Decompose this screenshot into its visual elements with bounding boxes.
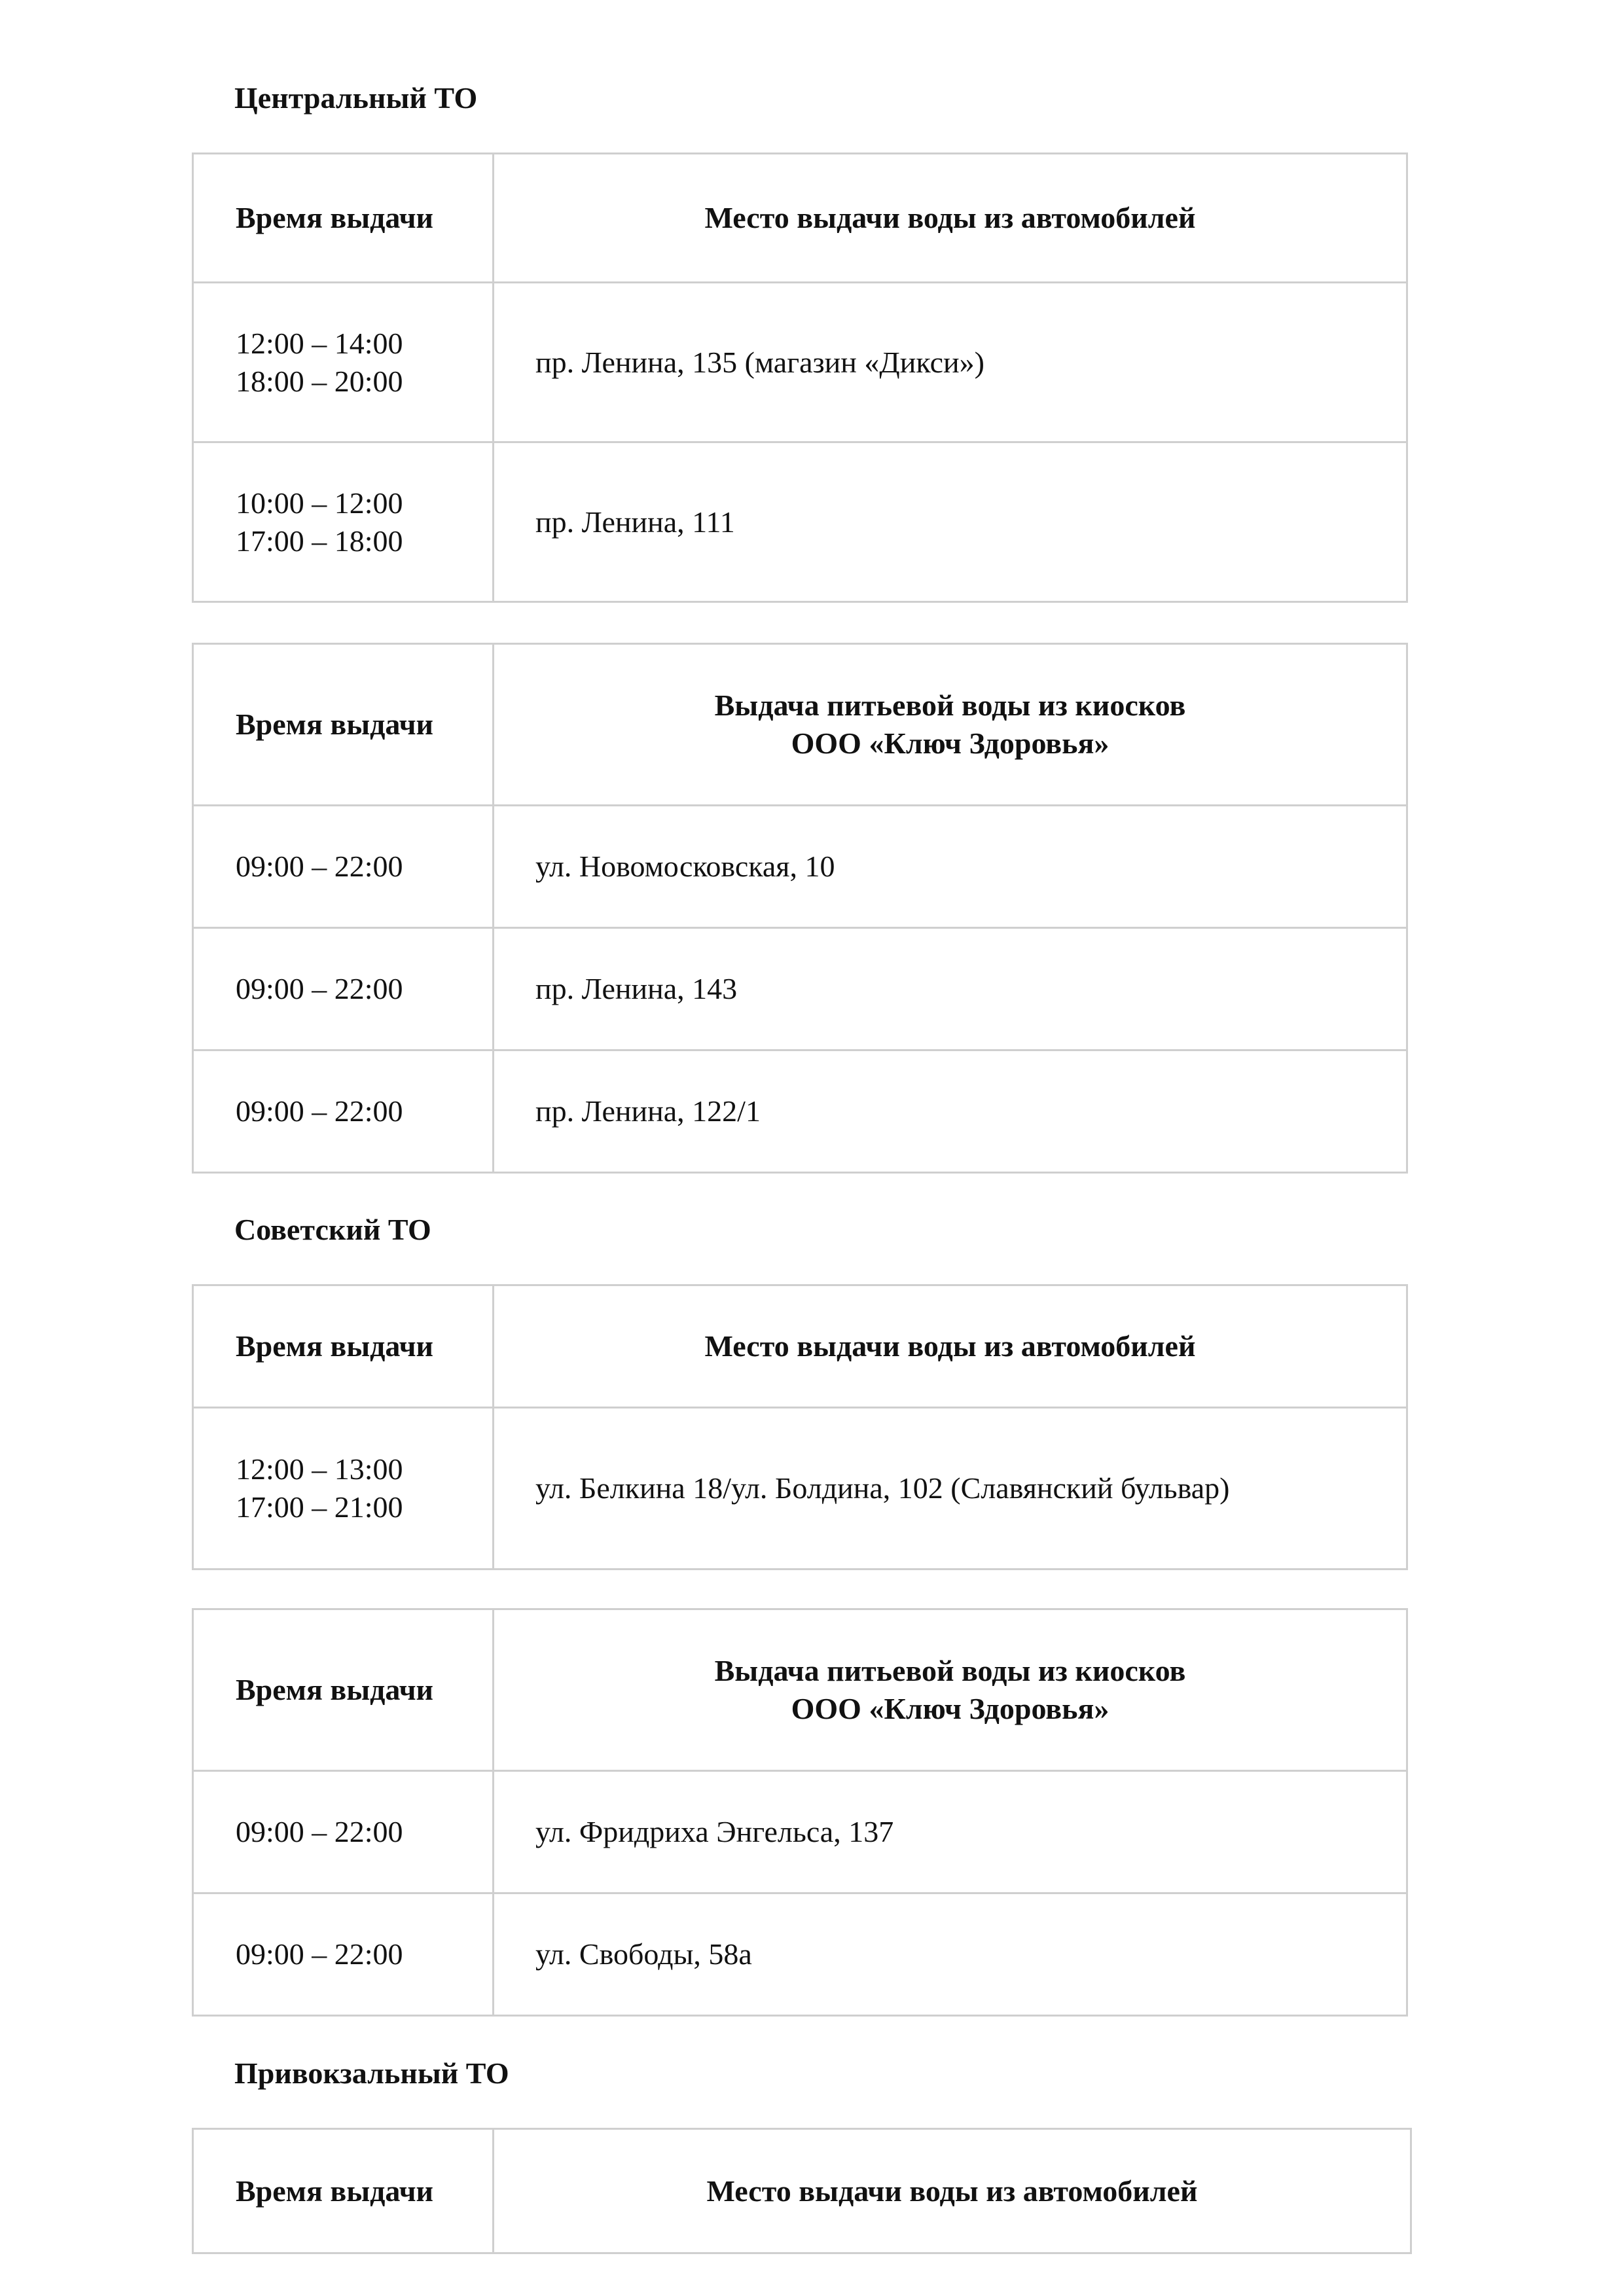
schedule-table-sovetsky-trucks bbox=[192, 1284, 1408, 1570]
time-cell bbox=[193, 442, 494, 602]
time-cell bbox=[193, 1893, 494, 2016]
header-place-line: Место выдачи воды из автомобилей bbox=[704, 1329, 1196, 1363]
table-row bbox=[193, 283, 1407, 442]
table-row bbox=[193, 806, 1407, 928]
header-time: Время выдачи bbox=[193, 154, 494, 283]
section-title-privokzalny: Привокзальный ТО bbox=[234, 2056, 509, 2090]
place-cell: ул. Белкина 18/ул. Болдина, 102 (Славянский бульвар) bbox=[494, 1408, 1407, 1570]
time-cell bbox=[193, 928, 494, 1050]
header-time: Время выдачи bbox=[193, 644, 494, 806]
time-range: 12:00 – 14:00 bbox=[236, 326, 403, 360]
header-place-line: ООО «Ключ Здоровья» bbox=[791, 726, 1110, 760]
table-row bbox=[193, 1893, 1407, 2016]
place-cell: пр. Ленина, 135 (магазин «Дикси») bbox=[494, 283, 1407, 442]
time-range: 12:00 – 13:00 bbox=[236, 1452, 403, 1486]
time-range: 18:00 – 20:00 bbox=[236, 364, 403, 398]
header-place bbox=[494, 154, 1407, 283]
time-range: 09:00 – 22:00 bbox=[236, 850, 403, 883]
place-cell: ул. Новомосковская, 10 bbox=[494, 806, 1407, 928]
time-range: 09:00 – 22:00 bbox=[236, 1937, 403, 1971]
header-time: Время выдачи bbox=[193, 2129, 494, 2253]
header-place bbox=[494, 2129, 1411, 2253]
table-row bbox=[193, 1408, 1407, 1570]
time-cell bbox=[193, 1050, 494, 1173]
schedule-table-central-trucks bbox=[192, 152, 1408, 603]
place-cell: пр. Ленина, 111 bbox=[494, 442, 1407, 602]
place-cell: ул. Свободы, 58а bbox=[494, 1893, 1407, 2016]
schedule-table-sovetsky-kiosks bbox=[192, 1608, 1408, 2017]
section-title-central: Центральный ТО bbox=[234, 81, 478, 115]
header-place bbox=[494, 1285, 1407, 1408]
time-range: 09:00 – 22:00 bbox=[236, 1094, 403, 1128]
table-header-row bbox=[193, 154, 1407, 283]
header-place-line: Выдача питьевой воды из киосков bbox=[714, 1654, 1186, 1687]
header-time: Время выдачи bbox=[193, 1609, 494, 1771]
table-header-row bbox=[193, 1609, 1407, 1771]
section-title-sovetsky: Советский ТО bbox=[234, 1213, 431, 1246]
table-row bbox=[193, 1050, 1407, 1173]
place-cell: пр. Ленина, 122/1 bbox=[494, 1050, 1407, 1173]
header-time: Время выдачи bbox=[193, 1285, 494, 1408]
header-place-line: Место выдачи воды из автомобилей bbox=[706, 2174, 1198, 2208]
schedule-table-privokzalny-trucks bbox=[192, 2128, 1412, 2254]
time-range: 10:00 – 12:00 bbox=[236, 486, 403, 520]
header-place bbox=[494, 644, 1407, 806]
time-cell bbox=[193, 1408, 494, 1570]
header-place-line: Место выдачи воды из автомобилей bbox=[704, 201, 1196, 234]
time-cell bbox=[193, 806, 494, 928]
time-range: 17:00 – 21:00 bbox=[236, 1490, 403, 1524]
time-range: 09:00 – 22:00 bbox=[236, 972, 403, 1005]
table-row bbox=[193, 928, 1407, 1050]
header-place bbox=[494, 1609, 1407, 1771]
table-header-row bbox=[193, 644, 1407, 806]
header-place-line: Выдача питьевой воды из киосков bbox=[714, 689, 1186, 722]
time-cell bbox=[193, 283, 494, 442]
table-header-row bbox=[193, 2129, 1411, 2253]
table-header-row bbox=[193, 1285, 1407, 1408]
table-row bbox=[193, 442, 1407, 602]
schedule-table-central-kiosks bbox=[192, 643, 1408, 1174]
place-cell: пр. Ленина, 143 bbox=[494, 928, 1407, 1050]
time-range: 17:00 – 18:00 bbox=[236, 524, 403, 558]
place-cell: ул. Фридриха Энгельса, 137 bbox=[494, 1771, 1407, 1893]
time-range: 09:00 – 22:00 bbox=[236, 1815, 403, 1848]
header-place-line: ООО «Ключ Здоровья» bbox=[791, 1692, 1110, 1725]
table-row bbox=[193, 1771, 1407, 1893]
time-cell bbox=[193, 1771, 494, 1893]
